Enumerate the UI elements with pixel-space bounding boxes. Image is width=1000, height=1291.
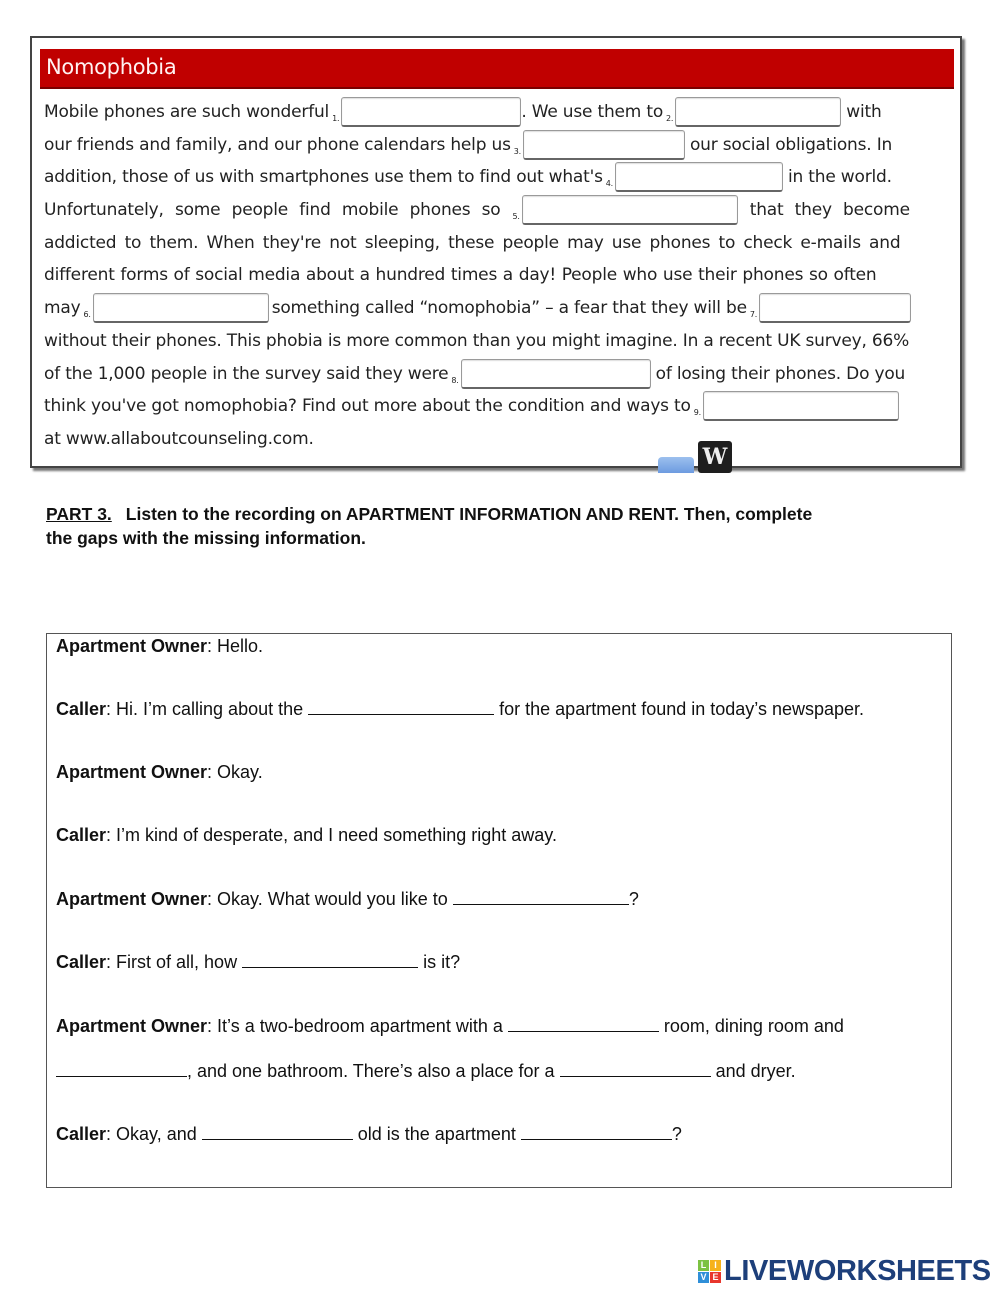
nomophobia-panel bbox=[30, 36, 962, 468]
dialogue-text: ? bbox=[671, 1124, 682, 1144]
text-line: at www.allaboutcounseling.com. bbox=[44, 428, 314, 449]
gap-number: 5. bbox=[512, 212, 520, 222]
speaker: Caller bbox=[56, 952, 107, 972]
gap-input-6[interactable] bbox=[93, 293, 269, 323]
logo-live-icon bbox=[698, 1260, 721, 1283]
text-segment: Mobile phones are such wonderful bbox=[44, 102, 330, 122]
dialogue-line bbox=[56, 952, 460, 973]
dialogue-box bbox=[46, 633, 952, 1188]
dialogue-text: : It’s a two-bedroom apartment with a bbox=[207, 1016, 508, 1036]
gap-input-9[interactable] bbox=[703, 391, 899, 421]
dialogue-line bbox=[56, 1124, 682, 1145]
speaker: Apartment Owner bbox=[56, 1016, 208, 1036]
dialogue-line bbox=[56, 636, 263, 657]
answer-blank[interactable] bbox=[560, 1061, 711, 1077]
text-line: addicted to them. When they're not sleeping, these people may use phones to check e-mails and bbox=[44, 232, 901, 253]
logo-letter: L bbox=[698, 1260, 709, 1271]
logo-letter: E bbox=[710, 1272, 721, 1283]
gap-number: 2. bbox=[666, 114, 674, 123]
gap-input-3[interactable] bbox=[523, 130, 685, 160]
logo-letter: V bbox=[698, 1272, 709, 1283]
gap-number: 9. bbox=[693, 408, 701, 418]
speaker: Caller bbox=[56, 825, 107, 845]
answer-blank[interactable] bbox=[308, 699, 494, 715]
answer-blank[interactable] bbox=[508, 1016, 659, 1032]
gap-number: 1. bbox=[332, 114, 340, 123]
dialogue-text: is it? bbox=[418, 952, 461, 972]
gap-input-4[interactable] bbox=[615, 162, 783, 192]
dialogue-line bbox=[56, 1016, 844, 1037]
wordpress-icon[interactable]: W bbox=[698, 441, 732, 473]
text-segment: . We use them to bbox=[521, 102, 664, 122]
text-segment: of losing their phones. Do you bbox=[655, 363, 906, 384]
text-line: different forms of social media about a hundred times a day! People who use their phones so often bbox=[44, 265, 877, 286]
gap-number: 7. bbox=[749, 310, 758, 320]
speaker: Caller bbox=[56, 699, 107, 719]
answer-blank[interactable] bbox=[521, 1124, 672, 1140]
logo-text: LIVEWORKSHEETS bbox=[724, 1254, 991, 1287]
gap-input-1[interactable] bbox=[341, 97, 521, 127]
answer-blank[interactable] bbox=[453, 889, 629, 905]
text-segment: with bbox=[846, 102, 882, 122]
answer-blank[interactable] bbox=[242, 952, 418, 968]
answer-blank[interactable] bbox=[202, 1124, 353, 1140]
dialogue-text: old is the apartment bbox=[352, 1124, 521, 1144]
gap-number: 4. bbox=[605, 179, 613, 189]
dialogue-text: ? bbox=[628, 889, 639, 909]
text-segment: addition, those of us with smartphones use them to find out what's bbox=[44, 167, 603, 188]
part3-instructions bbox=[46, 502, 946, 550]
dialogue-text: : Okay. bbox=[207, 762, 263, 782]
dialogue-line bbox=[56, 699, 864, 720]
text-line bbox=[44, 390, 948, 423]
text-line bbox=[44, 129, 948, 162]
dialogue-line bbox=[56, 762, 263, 783]
gap-input-8[interactable] bbox=[461, 359, 651, 389]
dialogue-text: room, dining room and bbox=[658, 1016, 844, 1036]
text-segment: our social obligations. In bbox=[689, 134, 893, 155]
dialogue-line bbox=[56, 889, 639, 910]
text-segment: in the world. bbox=[787, 167, 892, 188]
text-segment: something called “nomophobia” – a fear that they will be bbox=[271, 298, 747, 319]
text-segment: Unfortunately, some people find mobile phones so bbox=[44, 200, 501, 221]
speaker: Apartment Owner bbox=[56, 889, 208, 909]
logo-letter: I bbox=[710, 1260, 721, 1271]
speaker: Apartment Owner bbox=[56, 762, 208, 782]
instruction-text: Listen to the recording on APARTMENT INFORMATION AND RENT. Then, complete bbox=[125, 504, 813, 524]
text-line bbox=[44, 358, 948, 391]
dialogue-text: : Okay. What would you like to bbox=[207, 889, 453, 909]
dialogue-text: and dryer. bbox=[710, 1061, 796, 1081]
speaker: Caller bbox=[56, 1124, 107, 1144]
text-segment: that they become bbox=[749, 200, 910, 221]
dialogue-text: : I’m kind of desperate, and I need something right away. bbox=[106, 825, 557, 845]
text-line bbox=[44, 194, 948, 227]
speaker: Apartment Owner bbox=[56, 636, 208, 656]
dialogue-text: , and one bathroom. There’s also a place for a bbox=[187, 1061, 560, 1081]
dialogue-text: for the apartment found in today’s newspaper. bbox=[494, 699, 865, 719]
gap-input-5[interactable] bbox=[522, 195, 738, 225]
liveworksheets-logo[interactable] bbox=[698, 1256, 991, 1286]
dialogue-line bbox=[56, 1061, 796, 1082]
dialogue-text: : Hello. bbox=[207, 636, 264, 656]
nomophobia-text bbox=[44, 96, 948, 456]
text-segment: our friends and family, and our phone calendars help us bbox=[44, 134, 511, 155]
text-segment: of the 1,000 people in the survey said they were bbox=[44, 363, 449, 384]
gap-number: 6. bbox=[83, 310, 91, 320]
instruction-line bbox=[46, 502, 946, 526]
text-line bbox=[44, 161, 948, 194]
nomophobia-header bbox=[40, 49, 954, 89]
part-label: PART 3. bbox=[46, 504, 112, 524]
gap-number: 8. bbox=[451, 375, 459, 385]
gap-input-2[interactable] bbox=[675, 97, 841, 127]
text-segment: think you've got nomophobia? Find out more about the condition and ways to bbox=[44, 396, 691, 417]
gap-number: 3. bbox=[513, 146, 521, 156]
dialogue-text: : First of all, how bbox=[106, 952, 243, 972]
nomophobia-title: Nomophobia bbox=[46, 55, 177, 79]
text-segment: may bbox=[44, 298, 81, 319]
answer-blank[interactable] bbox=[56, 1061, 187, 1077]
text-line: without their phones. This phobia is more common than you might imagine. In a recent UK survey, 66% bbox=[44, 330, 910, 351]
instruction-line: the gaps with the missing information. bbox=[46, 528, 366, 548]
dialogue-text: : Hi. I’m calling about the bbox=[106, 699, 309, 719]
gap-input-7[interactable] bbox=[759, 293, 911, 323]
text-line bbox=[44, 292, 948, 325]
dialogue-line bbox=[56, 825, 557, 846]
dialogue-text: : Okay, and bbox=[106, 1124, 202, 1144]
mail-icon[interactable] bbox=[658, 457, 694, 473]
text-line bbox=[44, 96, 948, 129]
